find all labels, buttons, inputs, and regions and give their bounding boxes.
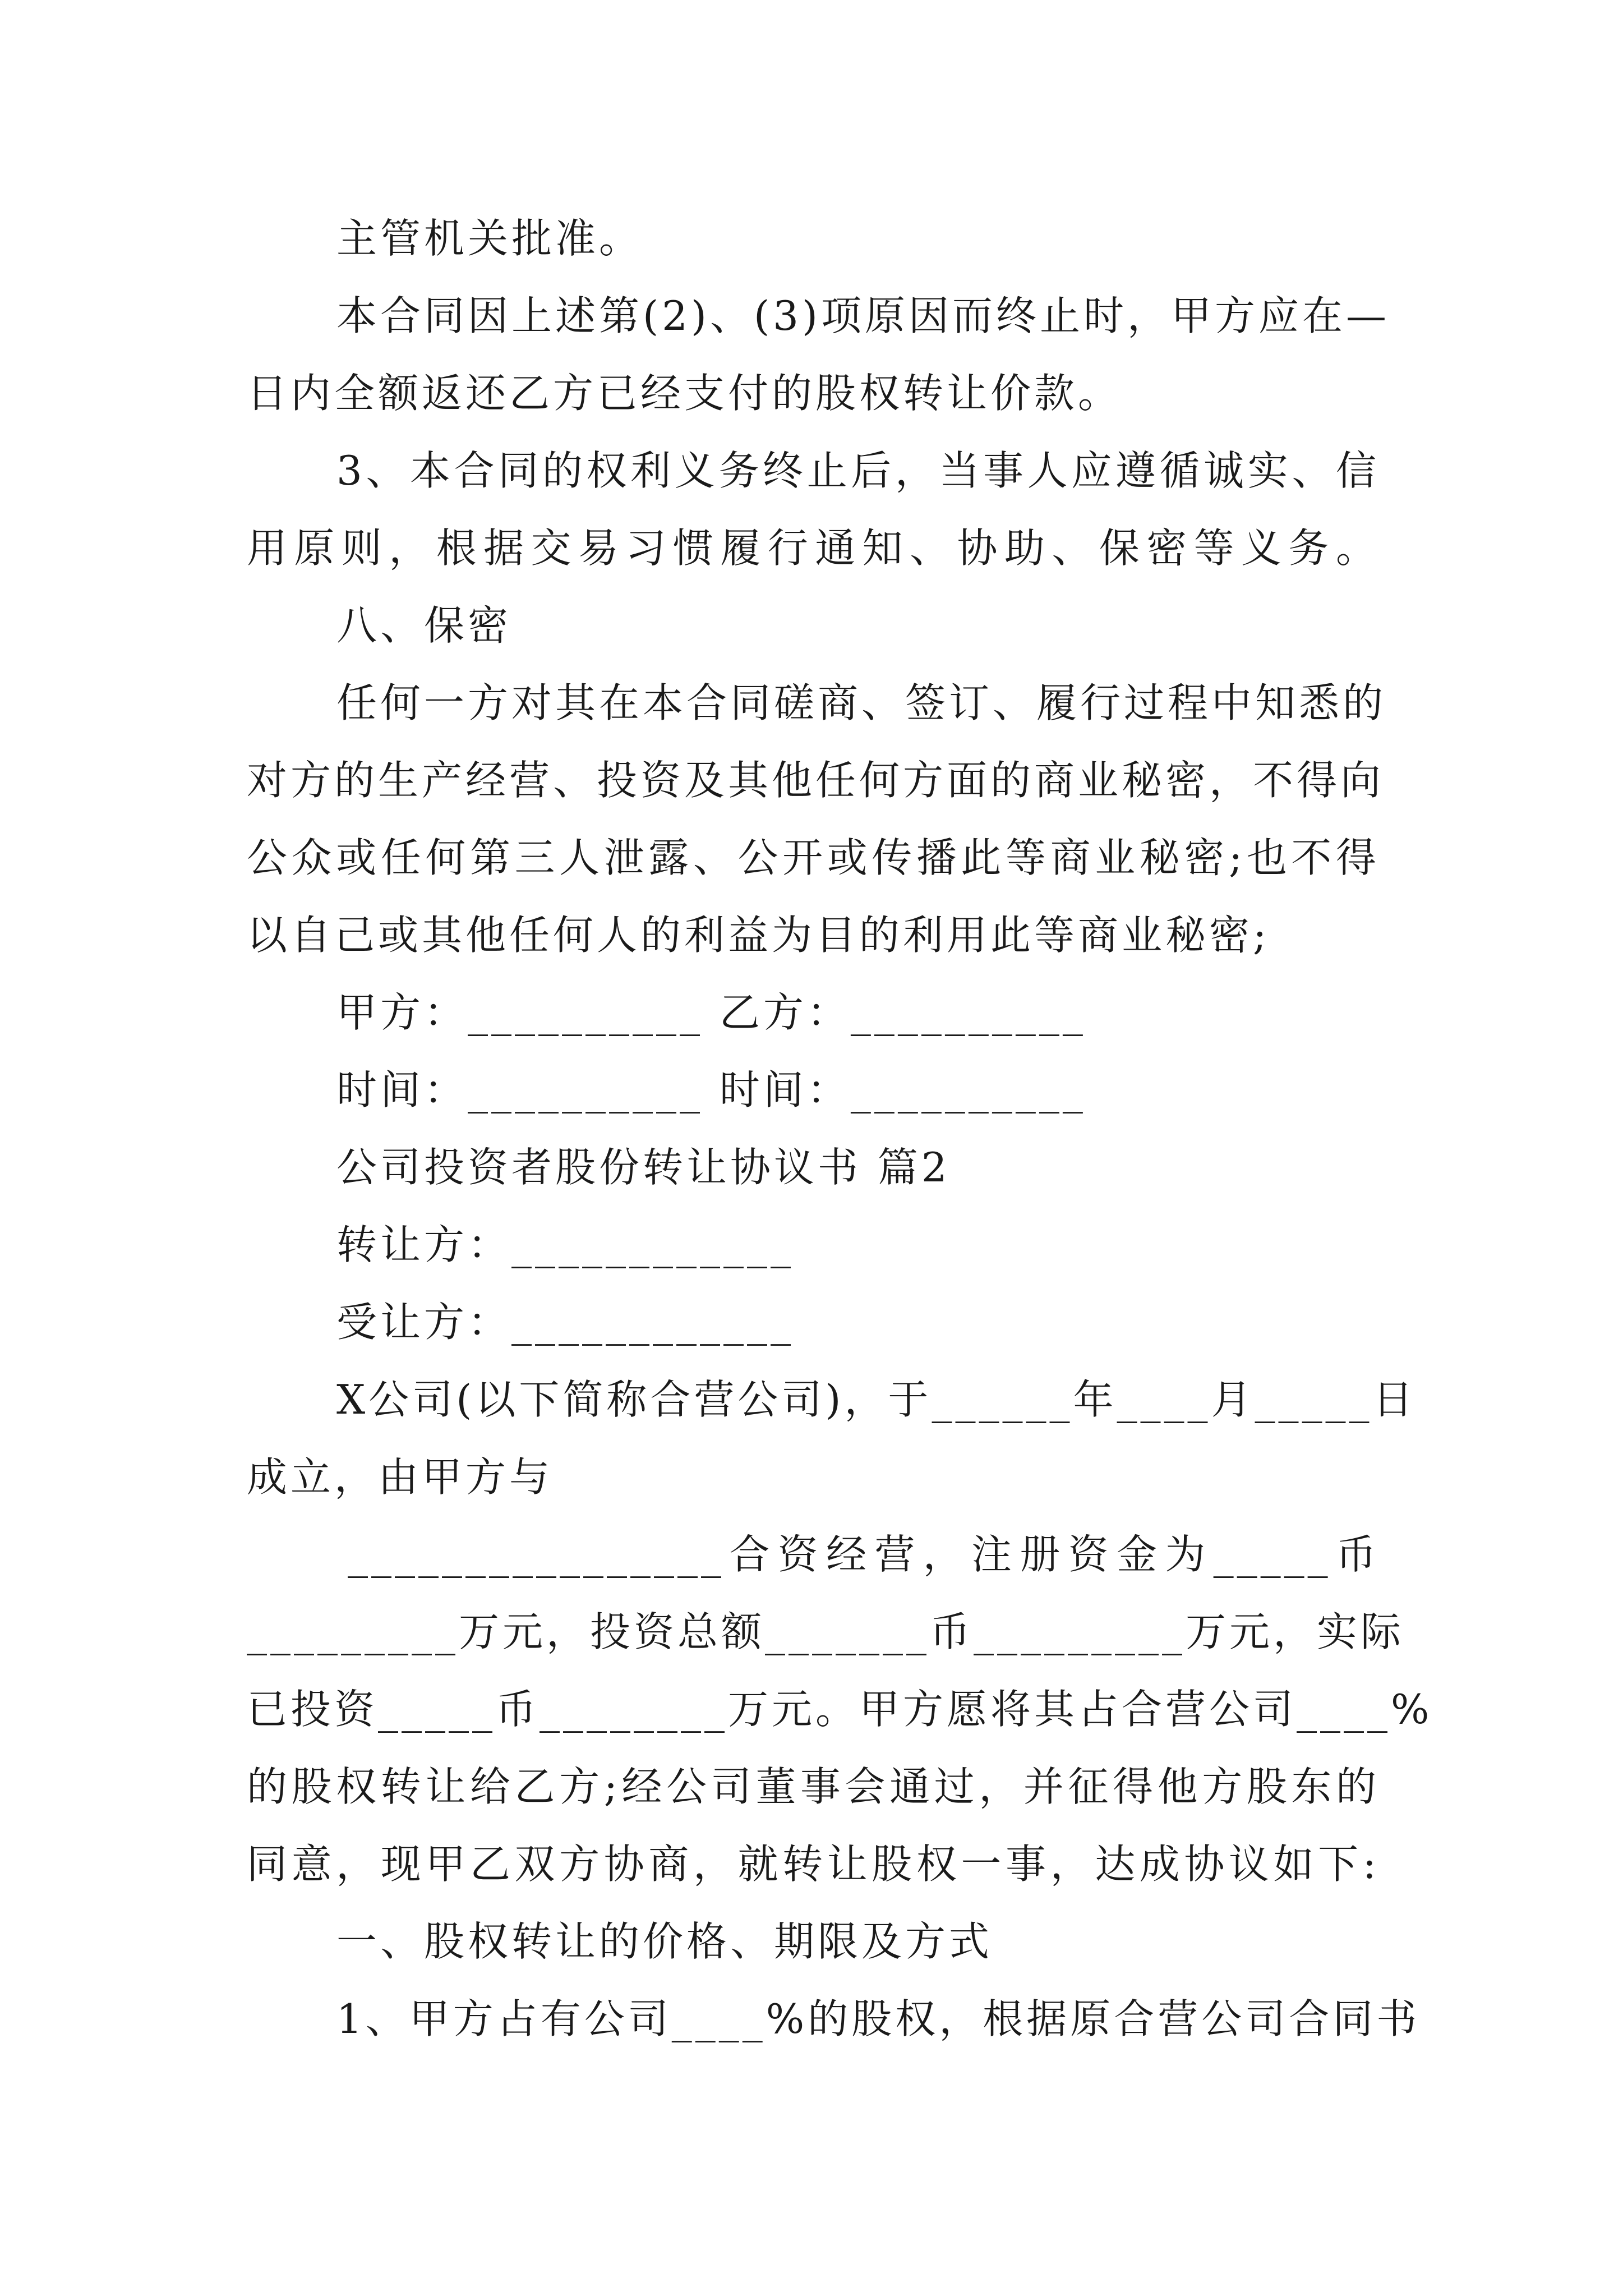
text-line: 主管机关批准。 xyxy=(336,215,643,262)
text-line: 已投资_____币________万元。甲方愿将其占合营公司____% xyxy=(247,1686,1433,1733)
text-line: 本合同因上述第(2)、(3)项原因而终止时，甲方应在— xyxy=(336,292,1390,339)
transferor-line: 转让方：____________ xyxy=(336,1221,795,1268)
section-heading: 八、保密 xyxy=(336,602,512,649)
text-line: _________万元，投资总额_______币_________万元，实际 xyxy=(247,1608,1405,1655)
text-line: 公众或任何第三人泄露、公开或传播此等商业秘密;也不得 xyxy=(247,834,1380,881)
text-line: 同意，现甲乙双方协商，就转让股权一事，达成协议如下: xyxy=(247,1841,1380,1888)
text-line: ________________合资经营，注册资金为_____币 xyxy=(348,1531,1380,1578)
text-line: 3、本合同的权利义务终止后，当事人应遵循诚实、信 xyxy=(336,447,1380,494)
text-line: X公司(以下简称合营公司)，于______年____月_____日 xyxy=(336,1376,1417,1423)
transferee-line: 受让方：____________ xyxy=(336,1299,795,1346)
text-line: 对方的生产经营、投资及其他任何方面的商业秘密，不得向 xyxy=(247,757,1385,804)
text-line: 成立，由甲方与 xyxy=(247,1453,554,1501)
document-title: 公司投资者股份转让协议书 篇2 xyxy=(336,1144,951,1191)
text-line: 日内全额返还乙方已经支付的股权转让价款。 xyxy=(247,370,1122,417)
date-line: 时间：__________ 时间：__________ xyxy=(336,1066,1086,1114)
signature-line: 甲方：__________ 乙方：__________ xyxy=(336,989,1086,1036)
text-line: 的股权转让给乙方;经公司董事会通过，并征得他方股东的 xyxy=(247,1763,1380,1810)
text-line: 以自己或其他任何人的利益为目的利用此等商业秘密; xyxy=(247,912,1270,959)
section-heading: 一、股权转让的价格、期限及方式 xyxy=(336,1918,993,1965)
text-line: 用原则，根据交易习惯履行通知、协助、保密等义务。 xyxy=(247,524,1380,572)
text-line: 1、甲方占有公司____%的股权，根据原合营公司合同书 xyxy=(336,1995,1421,2042)
text-line: 任何一方对其在本合同磋商、签订、履行过程中知悉的 xyxy=(336,679,1387,726)
